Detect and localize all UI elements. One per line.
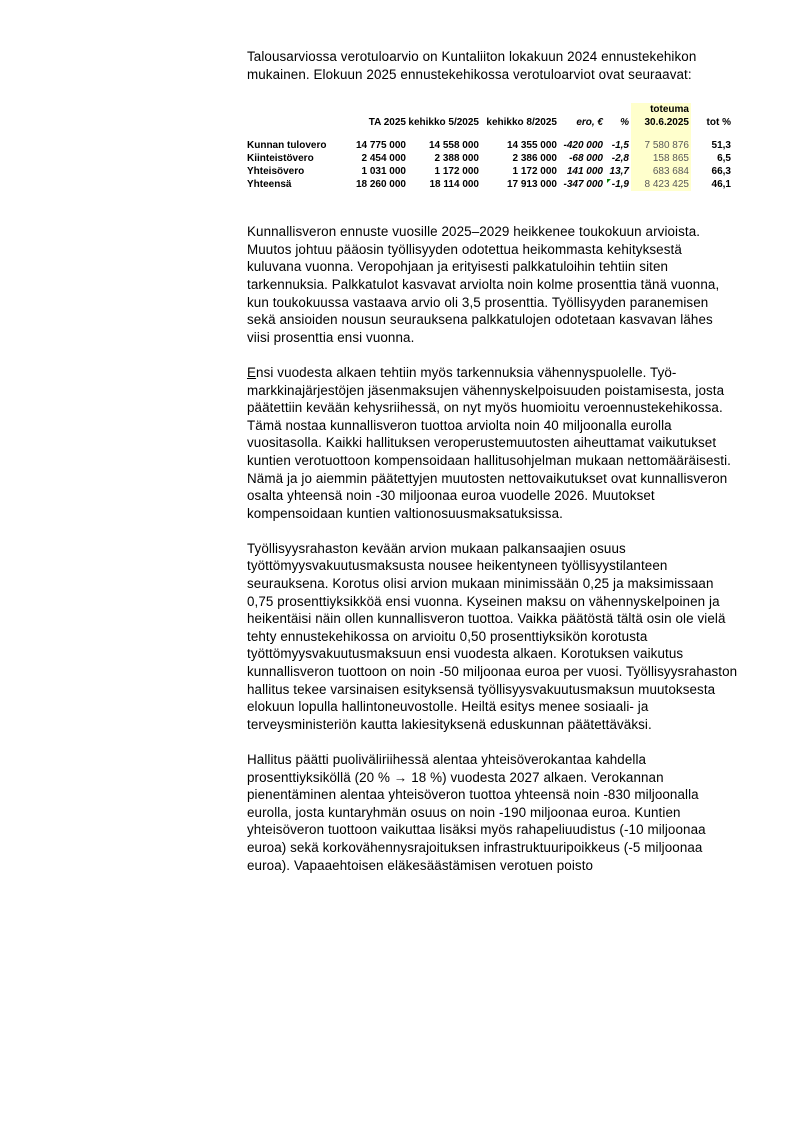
toteuma-value: 683 684 <box>631 165 691 178</box>
intro-paragraph: Talousarviossa verotuloarvio on Kuntaliiton lokakuun 2024 ennustekehikon mukainen. Elokuun 2025 ennustekehikossa verotuloarviot ovat seuraavat: <box>247 49 697 82</box>
header-tot-pct: tot % <box>706 117 731 129</box>
toteuma-value: 158 865 <box>631 152 691 165</box>
ero-pct-value: -1,5 <box>611 140 629 152</box>
ta-2025-value: 2 454 000 <box>361 153 406 165</box>
row-label-kiinteistovero: Kiinteistövero <box>247 153 314 165</box>
toteuma-value: 8 423 425 <box>631 178 691 191</box>
ero-eur-value: -420 000 <box>563 140 603 152</box>
row-label-yhteisovero: Yhteisövero <box>247 166 305 178</box>
kehikko-8-2025-value: 17 913 000 <box>506 179 557 191</box>
paragraph-tyollisyysrahasto: Työllisyysrahaston kevään arvion mukaan palkansaajien osuus työttömyysvakuutusmaksusta nousee heikentyneen työllisyystilanteen seurauksena. Korotus olisi arvion mukaan minimissään 0,25 ja maksimissaan 0,75 prosenttiyksikköä ensi vuonna. Kyseinen maksu on vähennyskelpoinen ja heikentäisi näin ollen kunnallisveron tuottoa. Vaikka päätöstä tältä osin ole vielä tehty ennustekehikossa on arvioitu 0,50 prosenttiyksikön korotusta työttömyysvakuutusmaksuun ensi vuodesta alkaen. Korotuksen vaikutus kunnallisveron tuottoon on noin -50 miljoonaa euroa per vuosi. Työllisyysrahaston hallitus tekee varsinaisen esityksensä työllisyysvakuutusmaksun muutoksesta elokuun lopulla hallintoneuvostolle. Heiltä esitys menee sosiaali- ja terveysministeriön kautta lakiesityksenä eduskunnan päätettäväksi. <box>247 540 738 732</box>
kehikko-5-2025-value: 1 172 000 <box>434 166 479 178</box>
tot-pct-value: 46,1 <box>711 179 731 191</box>
paragraph-yhteisoverokanta: Hallitus päätti puoliväliriihessä alentaa yhteisöverokantaa kahdella prosenttiyksiköllä (20 % → 18 %) vuodesta 2027 alkaen. Verokannan pienentäminen alentaa yhteisöveron tuottoa yhteensä noin -830 miljoonalla eurolla, josta kuntaryhmän osuus on noin -190 miljoonaa euroa. Kuntien yhteisöveron tuottoon vaikuttaa lisäksi myös rahapeliuudistus (-10 miljoonaa euroa) sekä korkovähennysrajoituksen infrastruktuuripoikkeus (-5 miljoonaa euroa). Vapaaehtoisen eläkesäästämisen verotuen poisto <box>247 752 706 873</box>
header-ero-eur: ero, € <box>576 117 603 129</box>
ero-eur-value: -347 000 <box>563 179 603 191</box>
tax-forecast-table <box>247 103 739 191</box>
ta-2025-value: 18 260 000 <box>355 179 406 191</box>
header-kehikko-8-2025: kehikko 8/2025 <box>486 117 557 129</box>
ero-eur-value: 141 000 <box>566 166 603 178</box>
kehikko-5-2025-value: 2 388 000 <box>434 153 479 165</box>
header-kehikko-5-2025: kehikko 5/2025 <box>408 117 479 129</box>
header-ero-pct: % <box>620 117 629 129</box>
ero-pct-value: 13,7 <box>609 166 629 178</box>
row-label-yhteensa: Yhteensä <box>247 179 292 191</box>
toteuma-value: 7 580 876 <box>631 139 691 152</box>
header-toteuma-date: 30.6.2025 <box>631 116 691 129</box>
header-toteuma: toteuma <box>631 103 691 116</box>
cell-comment-indicator-icon <box>607 179 611 183</box>
kehikko-5-2025-value: 18 114 000 <box>429 179 479 191</box>
tot-pct-value: 66,3 <box>711 166 731 178</box>
ero-pct-value: -2,8 <box>611 153 629 165</box>
kehikko-8-2025-value: 2 386 000 <box>512 153 557 165</box>
kehikko-5-2025-value: 14 558 000 <box>428 140 479 152</box>
ero-eur-value: -68 000 <box>569 153 603 165</box>
paragraph-vahennykset: Ensi vuodesta alkaen tehtiin myös tarkennuksia vähennyspuolelle. Työ-markkinajärjestöjen jäsenmaksujen vähennyskelpoisuuden poistamisesta, josta päätettiin kevään kehysriihessä, on nyt myös huomioitu veroennustekehikossa. Tämä nostaa kunnallisveron tuottoa arviolta noin 40 miljoonalla eurolla vuositasolla. Kaikki hallituksen veroperustemuutosten aiheuttamat vaikutukset kuntien verotuottoon kompensoidaan hallitusohjelman mukaan nettomääräisesti. Nämä ja jo aiemmin päätettyjen muutosten nettovaikutukset ovat kunnallisveron osalta yhteensä noin -30 miljoonaa euroa vuodelle 2026. Muutokset kompensoidaan kuntien valtionosuusmaksatuksissa. <box>247 364 732 521</box>
document-page <box>247 48 739 892</box>
kehikko-8-2025-value: 1 172 000 <box>512 166 557 178</box>
tot-pct-value: 6,5 <box>717 153 731 165</box>
ero-pct-value: -1,9 <box>605 178 631 191</box>
tot-pct-value: 51,3 <box>711 140 731 152</box>
row-label-kunnan-tulovero: Kunnan tulovero <box>247 140 327 152</box>
kehikko-8-2025-value: 14 355 000 <box>506 140 557 152</box>
paragraph-kunnallisvero-ennuste: Kunnallisveron ennuste vuosille 2025–2029 heikkenee toukokuun arvioista. Muutos johtuu pääosin työllisyyden odotettua heikommasta kehityksestä kuluvana vuonna. Veropohjaan ja erityisesti palkkatuloihin tehtiin siten tarkennuksia. Palkkatulot kasvavat arviolta noin kolme prosenttia tänä vuonna, kun toukokuussa vastaava arvio oli 3,5 prosenttia. Työllisyyden paranemisen sekä ansioiden nousun seurauksena palkkatulojen odotetaan kasvavan lähes viisi prosenttia ensi vuonna. <box>247 224 720 345</box>
ta-2025-value: 14 775 000 <box>355 140 406 152</box>
table-header-spacer <box>247 103 340 116</box>
header-ta-2025: TA 2025 <box>368 117 406 129</box>
ta-2025-value: 1 031 000 <box>361 166 406 178</box>
